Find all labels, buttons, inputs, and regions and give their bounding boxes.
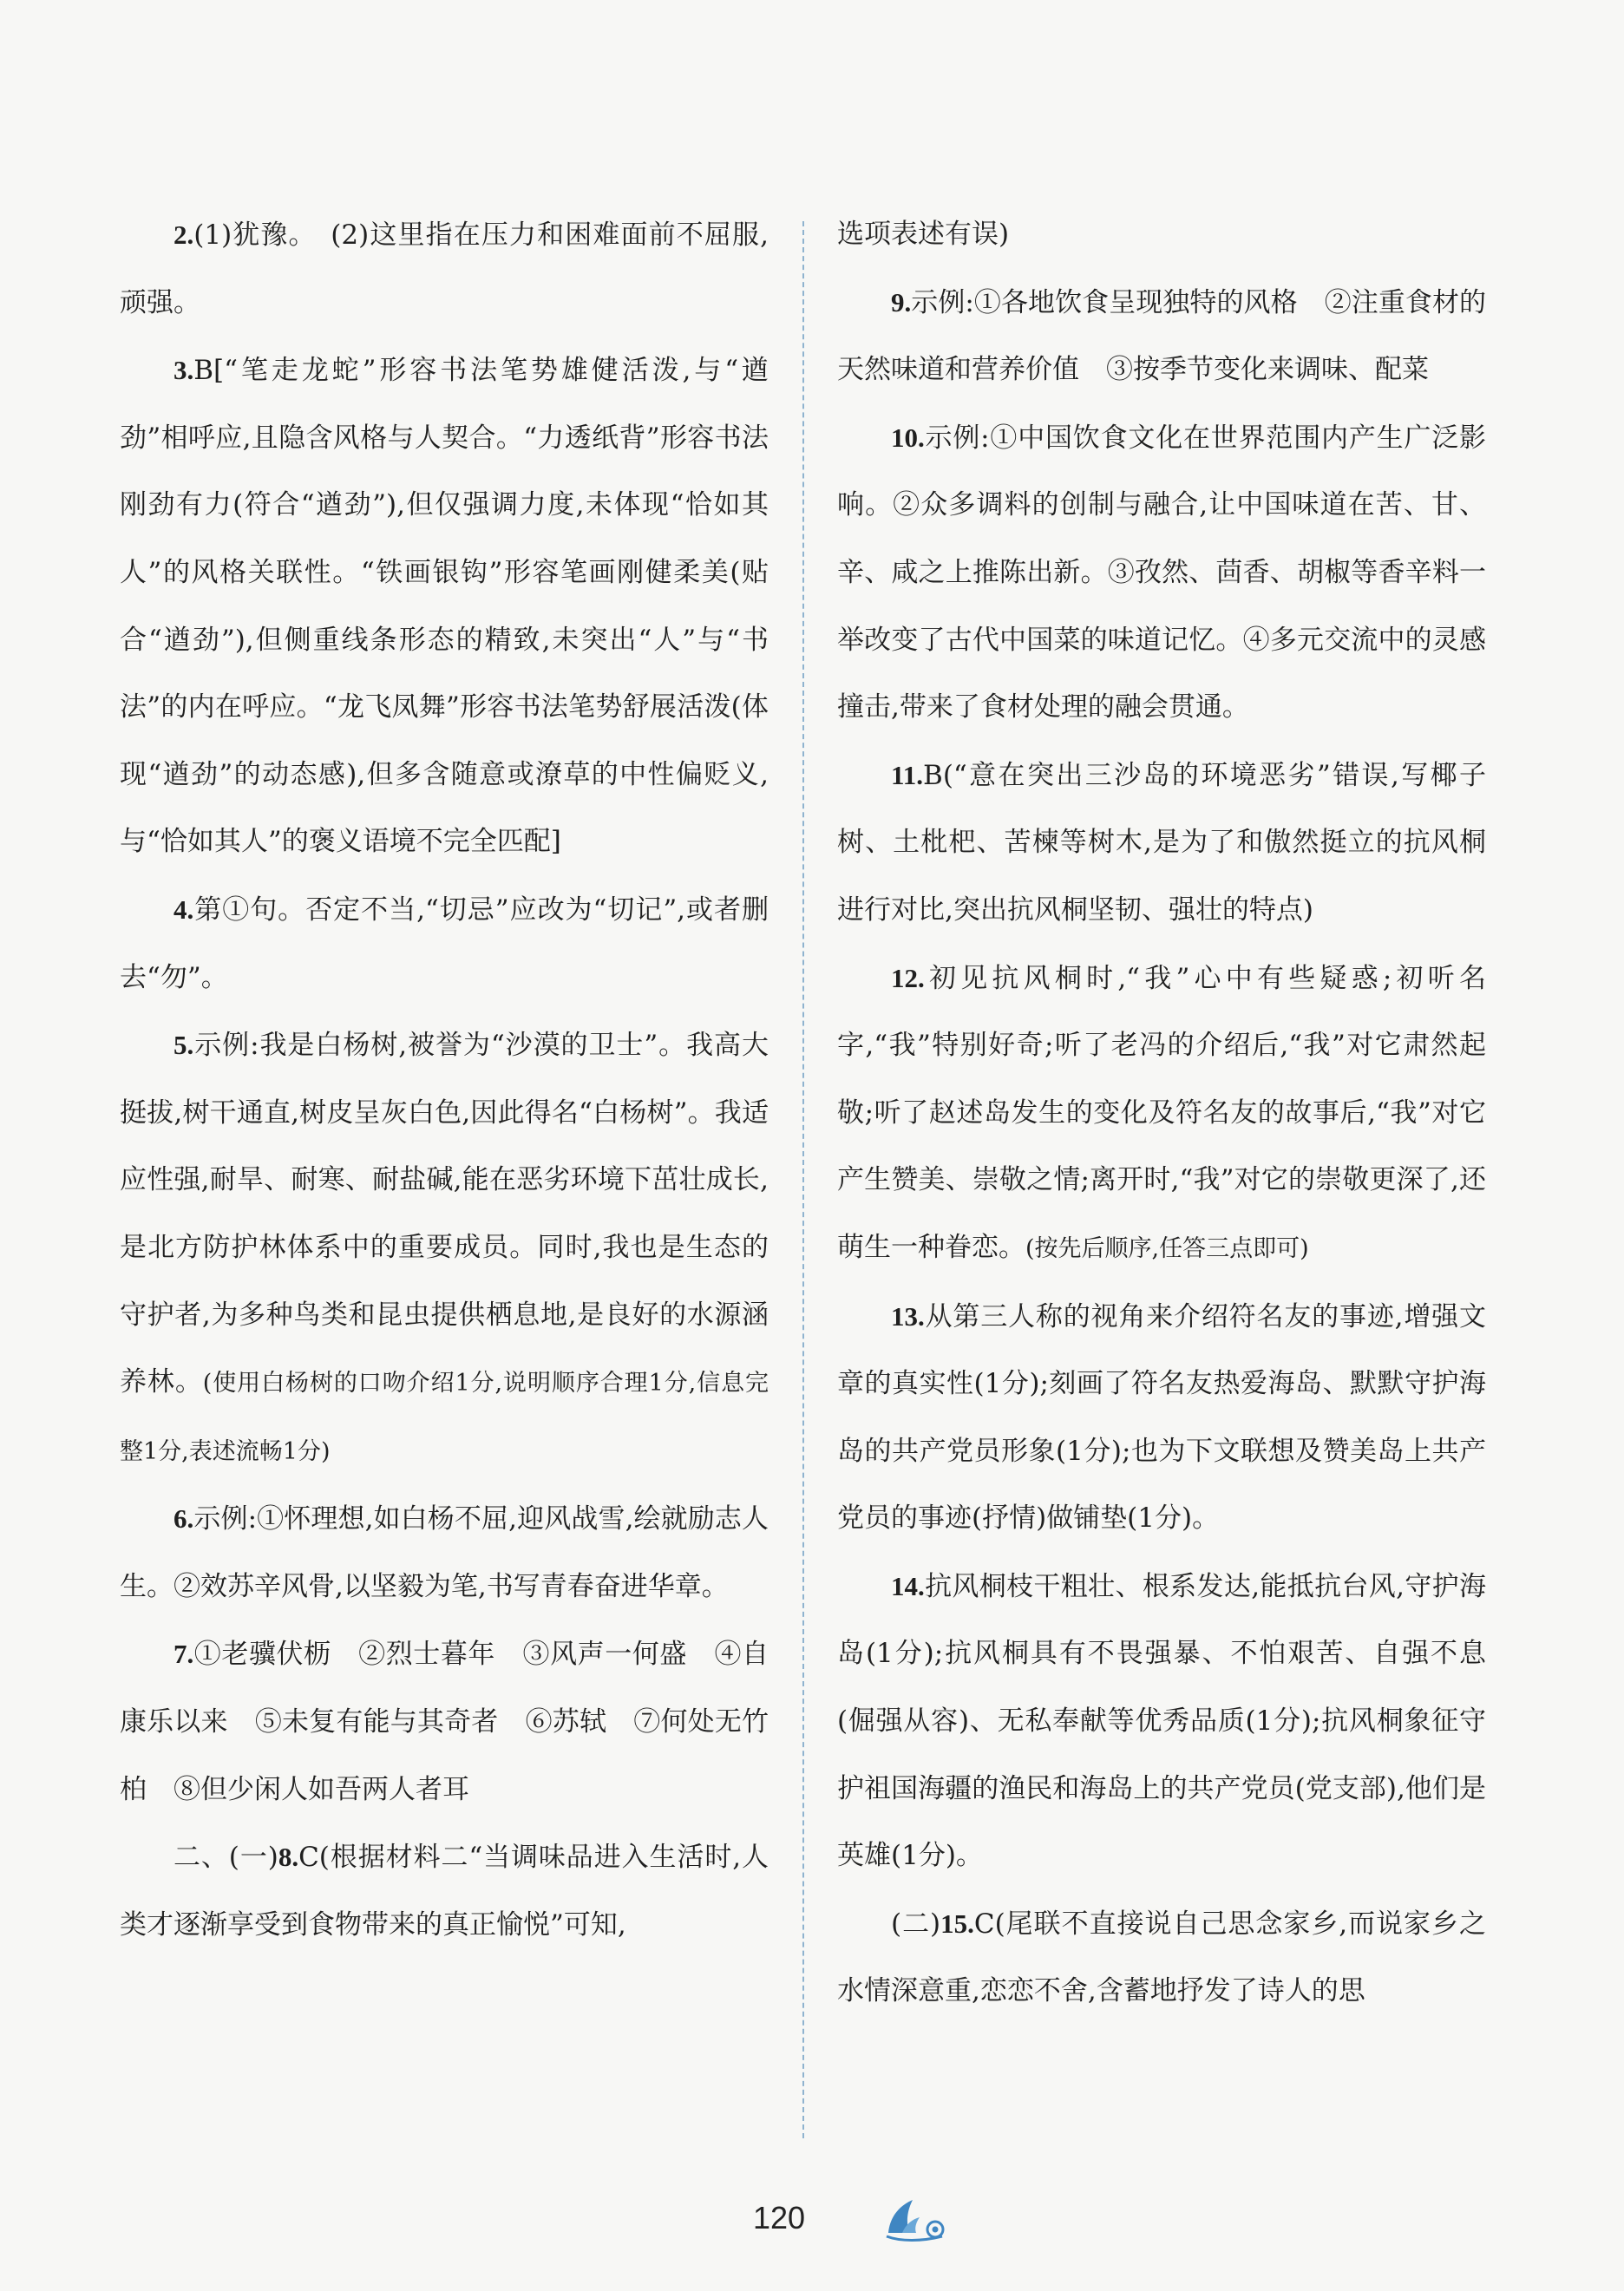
answer-12: 12.初见抗风桐时,“我”心中有些疑惑;初听名字,“我”特别好奇;听了老冯的介绍后,“我”对它肃然起敬;听了赵述岛发生的变化及符名友的故事后,“我”对它产生赞美、崇敬之情;离开时,“我”对它的崇敬更深了,还萌生一种眷恋。(按先后顺序,任答三点即可) (837, 962, 1486, 1263)
answer-13: 13.从第三人称的视角来介绍符名友的事迹,增强文章的真实性(1分);刻画了符名友热爱海岛、默默守护海岛的共产党员形象(1分);也为下文联想及赞美岛上共产党员的事迹(抒情)做铺垫(1分)。 (837, 1300, 1486, 1535)
answer-3: 3.B[“笔走龙蛇”形容书法笔势雄健活泼,与“遒劲”相呼应,且隐含风格与人契合。“力透纸背”形容书法刚劲有力(符合“遒劲”),但仅强调力度,未体现“恰如其人”的风格关联性。“铁画银钩”形容笔画刚健柔美(贴合“遒劲”),但侧重线条形态的精致,未突出“人”与“书法”的内在呼应。“龙飞凤舞”形容书法笔势舒展活泼(体现“遒劲”的动态感),但多含随意或潦草的中性偏贬义,与“恰如其人”的褒义语境不完全匹配] (120, 355, 769, 858)
answer-11: 11.B(“意在突出三沙岛的环境恶劣”错误,写椰子树、土枇杷、苦楝等树木,是为了和傲然挺立的抗风桐进行对比,突出抗风桐坚韧、强壮的特点) (837, 759, 1486, 926)
section-heading: (二) (891, 1908, 941, 1940)
page-number: 120 (753, 2200, 806, 2235)
answer-7: 7.①老骥伏枥 ②烈士暮年 ③风声一何盛 ④自康乐以来 ⑤未复有能与其奇者 ⑥苏轼 ⑦何处无竹柏 ⑧但少闲人如吾两人者耳 (120, 1639, 769, 1805)
page-footer (0, 2195, 1624, 2255)
scoring-note: (按先后顺序,任答三点即可) (1025, 1234, 1309, 1262)
answer-9: 9.示例:①各地饮食呈现独特的风格 ②注重食材的天然味道和营养价值 ③按季节变化来调味、配菜 (837, 286, 1486, 386)
answer-8-continued: 选项表述有误) (837, 219, 1010, 250)
answer-6: 6.示例:①怀理想,如白杨不屈,迎风战雪,绘就励志人生。②效苏辛风骨,以坚毅为笔,书写青春奋进华章。 (120, 1503, 769, 1602)
section-heading: 二、(一) (174, 1842, 278, 1874)
answer-5: 5.示例:我是白杨树,被誉为“沙漠的卫士”。我高大挺拔,树干通直,树皮呈灰白色,因此得名“白杨树”。我适应性强,耐旱、耐寒、耐盐碱,能在恶劣环境下茁壮成长,是北方防护林体系中的重要成员。同时,我也是生态的守护者,为多种鸟类和昆虫提供栖息地,是良好的水源涵养林。(使用白杨树的口吻介绍1分,说明顺序合理1分,信息完整1分,表述流畅1分) (120, 1030, 769, 1465)
swirl-leaf-icon (883, 2195, 953, 2243)
answer-8: 二、(一)8.C(根据材料二“当调味品进入生活时,人类才逐渐享受到食物带来的真正愉悦”可知, (120, 1842, 769, 1941)
right-column (837, 201, 1486, 2026)
answer-2: 2.(1)犹豫。 (2)这里指在压力和困难面前不屈服,顽强。 (120, 219, 769, 318)
answer-15: (二)15.C(尾联不直接说自己思念家乡,而说家乡之水情深意重,恋恋不舍,含蓄地抒发了诗人的思 (837, 1908, 1486, 2007)
column-divider (802, 221, 804, 2138)
answer-10: 10.示例:①中国饮食文化在世界范围内产生广泛影响。②众多调料的创制与融合,让中国味道在苦、甘、辛、咸之上推陈出新。③孜然、茴香、胡椒等香辛料一举改变了古代中国菜的味道记忆。④多元交流中的灵感撞击,带来了食材处理的融会贯通。 (837, 422, 1486, 723)
scoring-note: (使用白杨树的口吻介绍1分,说明顺序合理1分,信息完整1分,表述流畅1分) (120, 1370, 769, 1465)
left-column (120, 201, 769, 1959)
answer-14: 14.抗风桐枝干粗壮、根系发达,能抵抗台风,守护海岛(1分);抗风桐具有不畏强暴、不怕艰苦、自强不息(倔强从容)、无私奉献等优秀品质(1分);抗风桐象征守护祖国海疆的渔民和海岛上的共产党员(党支部),他们是英雄(1分)。 (837, 1570, 1486, 1872)
answer-4: 4.第①句。否定不当,“切忌”应改为“切记”,或者删去“勿”。 (120, 893, 769, 993)
